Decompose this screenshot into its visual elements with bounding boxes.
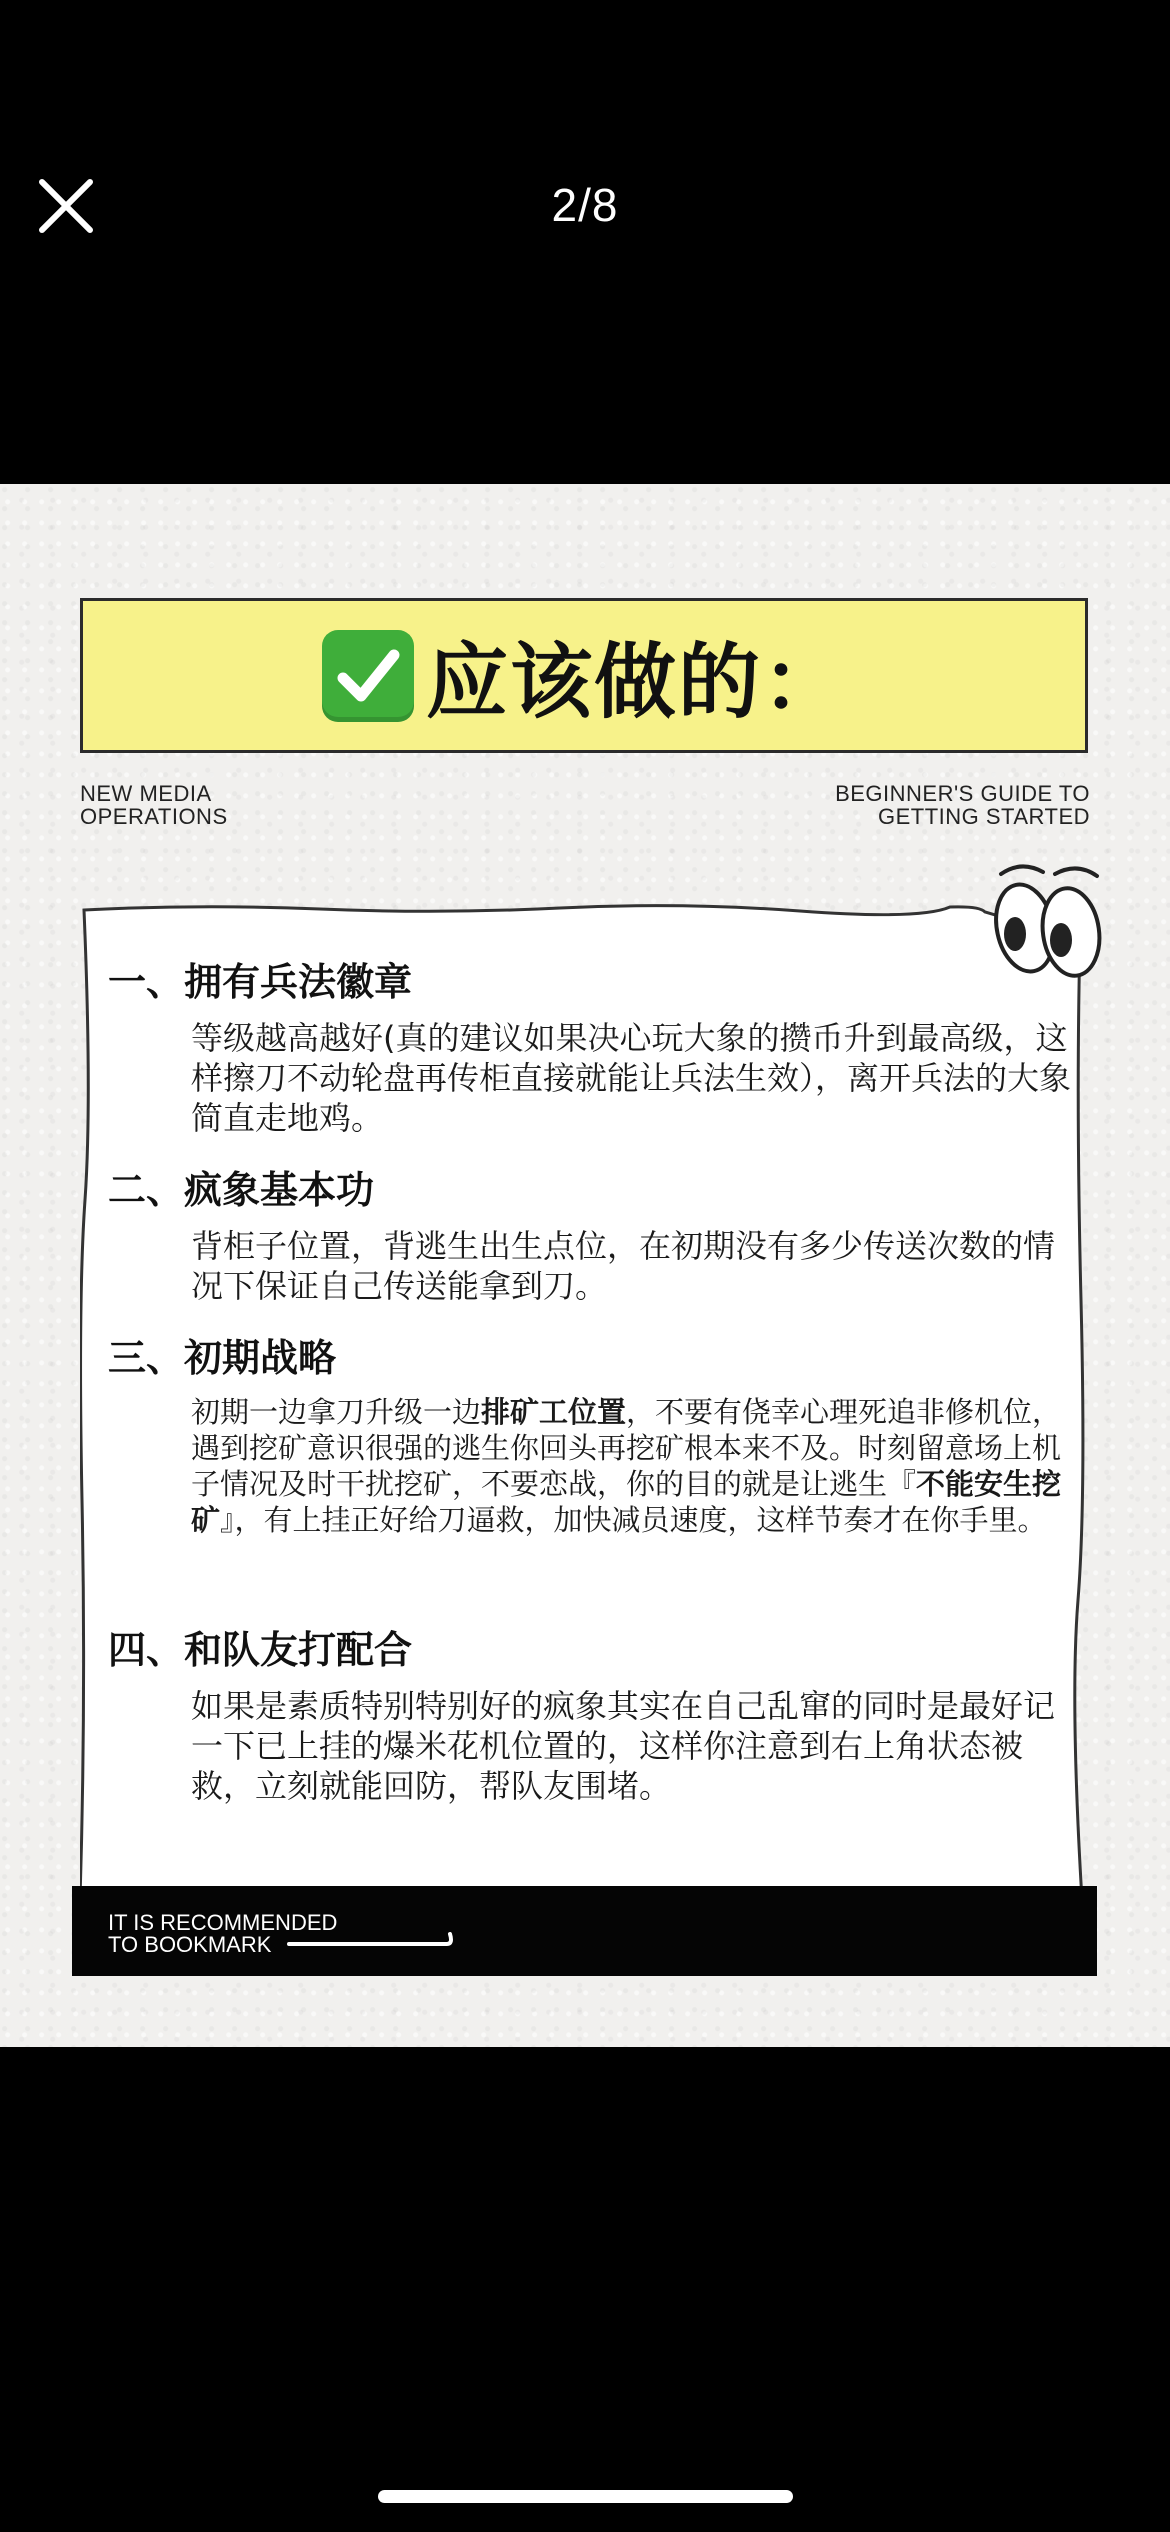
section-4-title: 四、和队友打配合 [108,1628,413,1672]
section-3-text-b: ，不要有侥幸心理死追非修机位，遇到挖矿意识很强的逃生你回头再挖矿根本来不及。时刻留意场上机子情况及时干扰挖矿，不要恋战，你的目的就是让逃生『 [191,1395,1062,1501]
section-1 [108,958,1072,1138]
section-3-text-c: 』，有上挂正好给刀逼救，加快减员速度，这样节奏才在你手里。 [220,1503,1047,1537]
home-indicator[interactable] [378,2490,793,2503]
section-3-text-a: 初期一边拿刀升级一边 [191,1395,482,1429]
section-4 [108,1626,1063,1806]
meta-left [80,782,228,828]
check-mark-icon [322,630,414,722]
meta-right [835,782,1090,828]
footer-line-2: TO BOOKMARK [108,1932,272,1957]
section-2-title: 二、疯象基本功 [108,1168,375,1212]
page-counter: 2/8 [551,179,619,231]
section-2-body: 背柜子位置，背逃生出生点位，在初期没有多少传送次数的情况下保证自己传送能拿到刀。 [191,1227,1056,1305]
section-3-bold-1: 排矿工位置 [481,1395,627,1429]
section-2 [108,1166,1063,1306]
section-3 [108,1334,1063,1538]
title-banner [80,598,1088,753]
footer-bar [72,1886,1097,1976]
section-1-title: 一、拥有兵法徽章 [108,960,413,1004]
underline-swoosh-icon [287,1932,457,1952]
cartoon-eyes-icon [985,850,1110,990]
meta-left-line-1: NEW MEDIA [80,781,212,806]
section-3-title: 三、初期战略 [108,1336,337,1380]
poster-title: 应该做的： [425,635,846,730]
section-1-body: 等级越高越好(真的建议如果决心玩大象的攒币升到最高级，这样擦刀不动轮盘再传柜直接就能让兵法生效），离开兵法的大象简直走地鸡。 [191,1019,1072,1137]
poster-image[interactable] [0,484,1170,2047]
footer-line-1: IT IS RECOMMENDED [108,1910,338,1935]
section-4-body: 如果是素质特别特别好的疯象其实在自己乱窜的同时是最好记一下已上挂的爆米花机位置的，这样你注意到右上角状态被救，立刻就能回防，帮队友围堵。 [191,1687,1056,1805]
meta-left-line-2: OPERATIONS [80,804,228,829]
section-3-body [191,1394,1071,1538]
content-card [80,900,1085,1900]
meta-right-line-1: BEGINNER'S GUIDE TO [835,781,1090,806]
viewer-top-bar [0,0,1170,484]
section-3-bold-2: 不能安生挖矿 [191,1467,1062,1537]
meta-right-line-2: GETTING STARTED [877,804,1090,829]
